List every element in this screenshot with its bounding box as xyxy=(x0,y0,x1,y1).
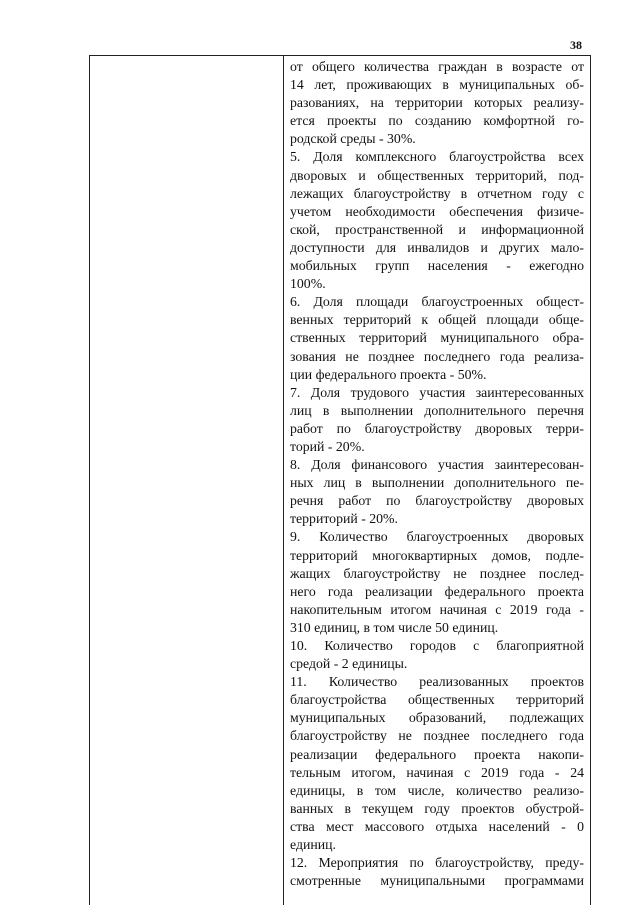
text-line: зования не позднее последнего года реализа- xyxy=(290,348,584,364)
table-right-cell xyxy=(290,58,584,890)
text-line: ется проекты по созданию комфортной го- xyxy=(290,113,584,129)
text-line: 12. Мероприятия по благоустройству, преду- xyxy=(290,855,584,871)
text-line: него года реализации федерального проекта xyxy=(290,583,584,599)
text-line: муниципальных образований, подлежащих xyxy=(290,710,584,726)
text-line: 14 лет, проживающих в муниципальных об- xyxy=(290,77,584,93)
text-line: реализации федерального проекта накопи- xyxy=(290,746,584,762)
text-line: 10. Количество городов с благоприятной xyxy=(290,638,584,653)
text-line: от общего количества граждан в возрасте от xyxy=(290,59,584,74)
text-line: лежащих благоустройству в отчетном году с xyxy=(290,185,584,201)
text-line: благоустройству не позднее последнего года xyxy=(290,728,584,744)
column-divider xyxy=(283,56,284,905)
text-line: территорий многоквартирных домов, подле- xyxy=(290,547,584,563)
text-line: территорий - 20%. xyxy=(290,511,398,527)
text-line: ской, пространственной и информационной xyxy=(290,221,584,237)
text-line: единиц. xyxy=(290,837,336,853)
text-line: венных территорий к общей площади обще- xyxy=(290,312,584,328)
text-line: 8. Доля финансового участия заинтересован- xyxy=(290,457,584,473)
text-line: ции федерального проекта - 50%. xyxy=(290,366,487,382)
text-line: учетом необходимости обеспечения физиче- xyxy=(290,203,584,219)
text-line: благоустройства общественных территорий xyxy=(290,692,584,708)
text-line: ственных территорий муниципального обра- xyxy=(290,330,584,346)
text-line: 100%. xyxy=(290,276,326,292)
document-table xyxy=(89,55,591,905)
text-line: 5. Доля комплексного благоустройства всех xyxy=(290,149,584,165)
text-line: ванных в текущем году проектов обустрой- xyxy=(290,800,584,816)
text-line: доступности для инвалидов и других мало- xyxy=(290,239,584,255)
text-line: работ по благоустройству дворовых терри- xyxy=(290,420,584,436)
text-line: накопительным итогом начиная с 2019 года - xyxy=(290,601,584,617)
page-number: 38 xyxy=(570,38,582,52)
text-line: 6. Доля площади благоустроенных общест- xyxy=(290,294,584,310)
text-line: 7. Доля трудового участия заинтересованных xyxy=(290,384,584,400)
text-line: мобильных групп населения - ежегодно xyxy=(290,258,584,274)
table-left-cell xyxy=(90,56,283,905)
text-line: средой - 2 единицы. xyxy=(290,656,408,672)
text-line: торий - 20%. xyxy=(290,438,365,454)
text-line: родской среды - 30%. xyxy=(290,131,416,147)
text-line: 11. Количество реализованных проектов xyxy=(290,674,584,690)
text-line: лиц в выполнении дополнительного перечня xyxy=(290,402,584,418)
text-line: дворовых и общественных территорий, под- xyxy=(290,167,584,183)
text-line: 9. Количество благоустроенных дворовых xyxy=(290,529,584,545)
text-line: ства мест массового отдыха населений - 0 xyxy=(290,818,584,834)
text-line: тельным итогом, начиная с 2019 года - 24 xyxy=(290,764,584,780)
text-line: разованиях, на территории которых реализу- xyxy=(290,95,584,111)
text-line: речня работ по благоустройству дворовых xyxy=(290,493,584,509)
text-line: 310 единиц, в том числе 50 единиц. xyxy=(290,619,499,635)
text-line: жащих благоустройству не позднее послед- xyxy=(290,565,584,581)
text-line: ных лиц в выполнении дополнительного пе- xyxy=(290,475,584,491)
text-line: единицы, в том числе, количество реализо- xyxy=(290,782,584,798)
text-line: смотренные муниципальными программами xyxy=(290,873,584,889)
